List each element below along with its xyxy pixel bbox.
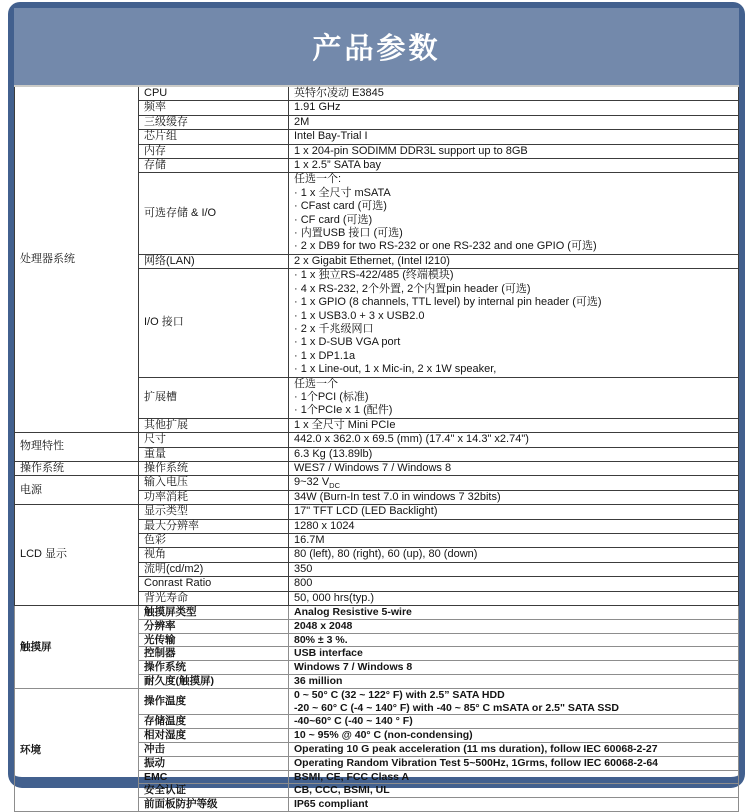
param-value-line: · 1 x DP1.1a bbox=[294, 349, 356, 362]
param-label-cell: 触摸屏类型 bbox=[139, 606, 289, 620]
param-value-line: 800 bbox=[294, 577, 313, 590]
param-value-cell bbox=[289, 159, 739, 173]
category-cell: 操作系统 bbox=[15, 461, 139, 475]
param-value-cell bbox=[289, 647, 739, 661]
param-value-line: 2M bbox=[294, 115, 310, 128]
param-label-cell: 光传输 bbox=[139, 633, 289, 647]
param-value-cell bbox=[289, 173, 739, 254]
param-value-cell bbox=[289, 534, 739, 548]
table-row bbox=[15, 688, 739, 715]
param-value-line: · 2 x DB9 for two RS-232 or one RS-232 and one GPIO (可选) bbox=[294, 240, 597, 253]
param-label-cell: 内存 bbox=[139, 144, 289, 158]
param-label-cell: 背光寿命 bbox=[139, 591, 289, 605]
param-value-line: USB interface bbox=[294, 647, 363, 660]
param-value-line: 1.91 GHz bbox=[294, 101, 341, 114]
table-row bbox=[15, 461, 739, 475]
param-label-cell: 分辨率 bbox=[139, 619, 289, 633]
param-value-line: 1 x 2.5” SATA bay bbox=[294, 159, 382, 172]
param-value-line: Analog Resistive 5-wire bbox=[294, 606, 412, 619]
param-label-cell: 扩展槽 bbox=[139, 377, 289, 418]
param-value-cell bbox=[289, 519, 739, 533]
param-label-cell: 重量 bbox=[139, 447, 289, 461]
param-value-line: 1 x 204-pin SODIMM DDR3L support up to 8GB bbox=[294, 144, 528, 157]
page-title: 产品参数 bbox=[312, 33, 441, 65]
param-value-line: 50, 000 hrs(typ.) bbox=[294, 591, 375, 604]
param-label-cell: 操作温度 bbox=[139, 688, 289, 715]
param-value-cell bbox=[289, 784, 739, 798]
param-label-cell: 振动 bbox=[139, 756, 289, 770]
param-label-cell: 控制器 bbox=[139, 647, 289, 661]
param-value-cell bbox=[289, 729, 739, 743]
param-value-line: · 2 x 千兆级网口 bbox=[294, 322, 374, 335]
param-value-line: 任选一个: bbox=[294, 173, 342, 186]
table-row bbox=[15, 476, 739, 490]
param-label-cell: 频率 bbox=[139, 101, 289, 115]
param-value-line: 16.7M bbox=[294, 534, 325, 546]
table-row bbox=[15, 87, 739, 101]
category-cell: 电源 bbox=[15, 476, 139, 505]
param-value-line: 80% ± 3 %. bbox=[294, 633, 348, 646]
param-value-cell bbox=[289, 476, 739, 490]
param-value-line: 9~32 $V_{DC}$ bbox=[294, 476, 341, 491]
param-value-line: WES7 / Windows 7 / Windows 8 bbox=[294, 461, 452, 474]
param-label-cell: 其他扩展 bbox=[139, 418, 289, 432]
param-value-cell bbox=[289, 418, 739, 432]
param-value-cell bbox=[289, 505, 739, 519]
category-cell: 处理器系统 bbox=[15, 87, 139, 433]
param-label-cell: I/O 接口 bbox=[139, 269, 289, 377]
param-value-line: Intel Bay-Trial I bbox=[294, 130, 368, 143]
param-value-line: 英特尔凌动 E3845 bbox=[294, 87, 384, 99]
param-label-cell: 最大分辨率 bbox=[139, 519, 289, 533]
param-value-line: Operating Random Vibration Test 5~500Hz, 1Grms, follow IEC 60068-2-64 bbox=[294, 756, 659, 769]
param-value-line: · 1 x USB3.0 + 3 x USB2.0 bbox=[294, 309, 425, 322]
param-value-line: -20 ~ 60° C (-4 ~ 140° F) with -40 ~ 85° C mSATA or 2.5" SATA SSD bbox=[294, 701, 619, 714]
param-value-line: 17" TFT LCD (LED Backlight) bbox=[294, 505, 438, 518]
param-value-cell bbox=[289, 562, 739, 576]
param-value-line: 36 million bbox=[294, 675, 343, 688]
table-row bbox=[15, 433, 739, 447]
param-value-cell bbox=[289, 490, 739, 504]
param-value-cell bbox=[289, 269, 739, 377]
param-value-cell bbox=[289, 548, 739, 562]
param-label-cell: 功率消耗 bbox=[139, 490, 289, 504]
param-value-cell bbox=[289, 688, 739, 715]
param-value-line: · 1 x Line-out, 1 x Mic-in, 2 x 1W speaker, bbox=[294, 363, 497, 376]
param-label-cell: 冲击 bbox=[139, 743, 289, 757]
param-label-cell: 操作系统 bbox=[139, 661, 289, 675]
param-value-line: · 1 x GPIO (8 channels, TTL level) by internal pin header (可选) bbox=[294, 296, 602, 309]
param-value-line: · 1 x 全尺寸 mSATA bbox=[294, 186, 391, 199]
param-value-cell bbox=[289, 377, 739, 418]
param-value-cell bbox=[289, 130, 739, 144]
category-cell: 环境 bbox=[15, 688, 139, 811]
param-value-line: · CFast card (可选) bbox=[294, 200, 387, 213]
param-label-cell: 操作系统 bbox=[139, 461, 289, 475]
spec-table-body bbox=[15, 87, 739, 811]
param-label-cell: 显示类型 bbox=[139, 505, 289, 519]
table-row bbox=[15, 505, 739, 519]
title-banner bbox=[14, 8, 739, 87]
param-value-cell bbox=[289, 715, 739, 729]
param-value-line: BSMI, CE, FCC Class A bbox=[294, 770, 410, 783]
param-value-line: · 1 x 独立RS-422/485 (终端模块) bbox=[294, 269, 454, 282]
param-value-line: 350 bbox=[294, 562, 313, 575]
param-value-line: -40~60° C (-40 ~ 140 ° F) bbox=[294, 715, 413, 728]
param-label-cell: 存储 bbox=[139, 159, 289, 173]
param-value-cell bbox=[289, 619, 739, 633]
param-value-line: 10 ~ 95% @ 40° C (non-condensing) bbox=[294, 729, 473, 742]
param-value-line: · 内置USB 接口 (可选) bbox=[294, 227, 403, 240]
param-value-line: 任选一个 bbox=[294, 377, 338, 390]
param-label-cell: 存储温度 bbox=[139, 715, 289, 729]
param-label-cell: 流明(cd/m2) bbox=[139, 562, 289, 576]
param-value-cell bbox=[289, 743, 739, 757]
param-label-cell: 输入电压 bbox=[139, 476, 289, 490]
param-value-line: 2048 x 2048 bbox=[294, 619, 353, 632]
param-value-line: 1 x 全尺寸 Mini PCIe bbox=[294, 418, 396, 431]
value-subscript: DC bbox=[329, 481, 341, 491]
param-value-cell bbox=[289, 101, 739, 115]
param-value-line: · 1个PCI (标准) bbox=[294, 390, 369, 403]
param-value-cell bbox=[289, 798, 739, 812]
spec-sheet-card bbox=[8, 2, 745, 811]
param-label-cell: 尺寸 bbox=[139, 433, 289, 447]
param-value-line: 6.3 Kg (13.89lb) bbox=[294, 447, 373, 460]
param-value-cell bbox=[289, 633, 739, 647]
category-cell: 触摸屏 bbox=[15, 606, 139, 689]
param-value-cell bbox=[289, 144, 739, 158]
param-value-cell bbox=[289, 577, 739, 591]
param-value-cell bbox=[289, 115, 739, 129]
param-value-cell bbox=[289, 591, 739, 605]
param-label-cell: 网络(LAN) bbox=[139, 254, 289, 268]
param-label-cell: 前面板防护等级 bbox=[139, 798, 289, 812]
param-label-cell: 三级缓存 bbox=[139, 115, 289, 129]
param-value-line: CB, CCC, BSMI, UL bbox=[294, 784, 390, 797]
param-value-cell bbox=[289, 254, 739, 268]
param-label-cell: CPU bbox=[139, 87, 289, 101]
param-value-cell bbox=[289, 675, 739, 689]
param-value-cell bbox=[289, 606, 739, 620]
param-value-line: 2 x Gigabit Ethernet, (Intel I210) bbox=[294, 254, 450, 267]
param-value-cell bbox=[289, 461, 739, 475]
param-value-cell bbox=[289, 447, 739, 461]
param-label-cell: 可选存储 & I/O bbox=[139, 173, 289, 254]
category-cell: 物理特性 bbox=[15, 433, 139, 462]
param-label-cell: 相对湿度 bbox=[139, 729, 289, 743]
param-value-line: Windows 7 / Windows 8 bbox=[294, 661, 413, 674]
param-value-cell bbox=[289, 770, 739, 784]
param-label-cell: EMC bbox=[139, 770, 289, 784]
param-value-line: Operating 10 G peak acceleration (11 ms duration), follow IEC 60068-2-27 bbox=[294, 743, 658, 755]
param-value-line: · 4 x RS-232, 2个外置, 2个内置pin header (可选) bbox=[294, 282, 531, 295]
param-value-line: · CF card (可选) bbox=[294, 213, 373, 226]
param-value-line: 442.0 x 362.0 x 69.5 (mm) (17.4" x 14.3" x2.74") bbox=[294, 433, 529, 446]
param-value-cell bbox=[289, 433, 739, 447]
param-value-line: · 1个PCIe x 1 (配件) bbox=[294, 404, 393, 417]
category-cell: LCD 显示 bbox=[15, 505, 139, 606]
param-value-line: 80 (left), 80 (right), 60 (up), 80 (down) bbox=[294, 548, 478, 561]
table-row bbox=[15, 606, 739, 620]
param-value-line: · 1 x D-SUB VGA port bbox=[294, 336, 401, 349]
param-value-line: 0 ~ 50° C (32 ~ 122° F) with 2.5” SATA HDD bbox=[294, 688, 505, 701]
param-label-cell: 芯片组 bbox=[139, 130, 289, 144]
param-value-line: 1280 x 1024 bbox=[294, 519, 355, 532]
param-label-cell: 耐久度(触摸屏) bbox=[139, 675, 289, 689]
param-label-cell: 视角 bbox=[139, 548, 289, 562]
spec-table bbox=[14, 87, 739, 812]
param-label-cell: 安全认证 bbox=[139, 784, 289, 798]
param-value-cell bbox=[289, 661, 739, 675]
param-label-cell: 色彩 bbox=[139, 534, 289, 548]
param-value-cell bbox=[289, 756, 739, 770]
param-value-cell bbox=[289, 87, 739, 101]
param-value-line: 34W (Burn-In test 7.0 in windows 7 32bits) bbox=[294, 490, 501, 503]
param-label-cell: Conrast Ratio bbox=[139, 577, 289, 591]
param-value-line: IP65 compliant bbox=[294, 798, 369, 811]
